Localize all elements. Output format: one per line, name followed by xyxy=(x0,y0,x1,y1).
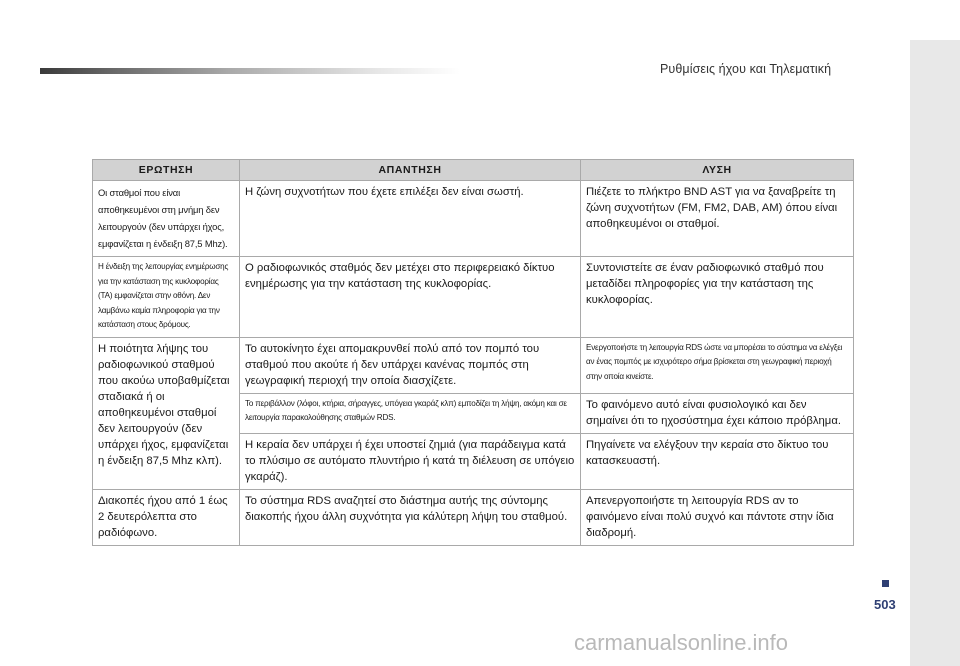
table-row xyxy=(93,489,854,545)
answer-cell: Ο ραδιοφωνικός σταθμός δεν μετέχει στο περιφερειακό δίκτυο ενημέρωσης για την κατάσταση της κυκλοφορίας. xyxy=(240,257,581,338)
solution-cell: Πιέζετε το πλήκτρο BND AST για να ξαναβρείτε τη ζώνη συχνοτήτων (FM, FM2, DAB, AM) όπου είναι αποθηκευμένοι οι σταθμοί. xyxy=(581,181,854,257)
question-cell: Η ένδειξη της λειτουργίας ενημέρωσης για την κατάσταση της κυκλοφορίας (TA) εμφανίζεται στην οθόνη. Δεν λαμβάνω καμία πληροφορία για την κατάσταση στους δρόμους. xyxy=(93,257,240,338)
solution-cell: Πηγαίνετε να ελέγξουν την κεραία στο δίκτυο του κατασκευαστή. xyxy=(581,433,854,489)
answer-cell: Το αυτοκίνητο έχει απομακρυνθεί πολύ από τον πομπό του σταθμού που ακούτε ή δεν υπάρχει κανένας πομπός στη γεωγραφική περιοχή την οποία διασχίζετε. xyxy=(240,337,581,393)
table-header-row xyxy=(93,160,854,181)
solution-cell: Απενεργοποιήστε τη λειτουργία RDS αν το φαινόμενο είναι πολύ συχνό και πάντοτε στην ίδια διαδρομή. xyxy=(581,489,854,545)
solution-cell: Συντονιστείτε σε έναν ραδιοφωνικό σταθμό που μεταδίδει πληροφορίες για την κατάσταση της κυκλοφορίας. xyxy=(581,257,854,338)
question-cell: Διακοπές ήχου από 1 έως 2 δευτερόλεπτα στο ραδιόφωνο. xyxy=(93,489,240,545)
solution-cell: Ενεργοποιήστε τη λειτουργία RDS ώστε να μπορέσει το σύστημα να ελέγξει αν ένας πομπός με ισχυρότερο σήμα βρίσκεται στη γεωγραφική περιοχή στην οποία κινείστε. xyxy=(581,337,854,393)
answer-cell: Η κεραία δεν υπάρχει ή έχει υποστεί ζημιά (για παράδειγμα κατά το πλύσιμο σε αυτόματο πλυντήριο ή κατά τη διέλευση σε υπόγειο γκαράζ). xyxy=(240,433,581,489)
answer-cell: Το σύστημα RDS αναζητεί στο διάστημα αυτής της σύντομης διακοπής ήχου άλλη συχνότητα για κάλύτερη λήψη του σταθμού. xyxy=(240,489,581,545)
faq-table xyxy=(92,159,854,546)
header-answer: ΑΠΑΝΤΗΣΗ xyxy=(240,160,581,181)
answer-cell: Η ζώνη συχνοτήτων που έχετε επιλέξει δεν είναι σωστή. xyxy=(240,181,581,257)
section-title: Ρυθμίσεις ήχου και Τηλεματική xyxy=(660,62,832,76)
header-gradient-bar xyxy=(40,68,460,74)
solution-cell: Το φαινόμενο αυτό είναι φυσιολογικό και δεν σημαίνει ότι το ηχοσύστημα έχει κάποιο πρόβλημα. xyxy=(581,393,854,433)
table-row xyxy=(93,181,854,257)
table-row xyxy=(93,337,854,393)
question-cell: Η ποιότητα λήψης του ραδιοφωνικού σταθμού που ακούω υποβαθμίζεται σταδιακά ή οι αποθηκευμένοι σταθμοί δεν λειτουργούν (δεν υπάρχει ήχος, εμφανίζεται η ένδειξη 87,5 Mhz κλπ). xyxy=(93,337,240,489)
header-solution: ΛΥΣΗ xyxy=(581,160,854,181)
watermark: carmanualsonline.info xyxy=(574,630,789,655)
table-row xyxy=(93,257,854,338)
page-number: 503 xyxy=(874,597,896,612)
side-strip xyxy=(910,40,960,666)
answer-cell: Το περιβάλλον (λόφοι, κτήρια, σήραγγες, υπόγεια γκαράζ κλπ) εμποδίζει τη λήψη, ακόμη και σε λειτουργία παρακολούθησης σταθμών RDS. xyxy=(240,393,581,433)
question-cell: Οι σταθμοί που είναι αποθηκευμένοι στη μνήμη δεν λειτουργούν (δεν υπάρχει ήχος, εμφανίζεται η ένδειξη 87,5 Mhz). xyxy=(93,181,240,257)
page-marker-square xyxy=(882,580,889,587)
header-question: ΕΡΩΤΗΣΗ xyxy=(93,160,240,181)
